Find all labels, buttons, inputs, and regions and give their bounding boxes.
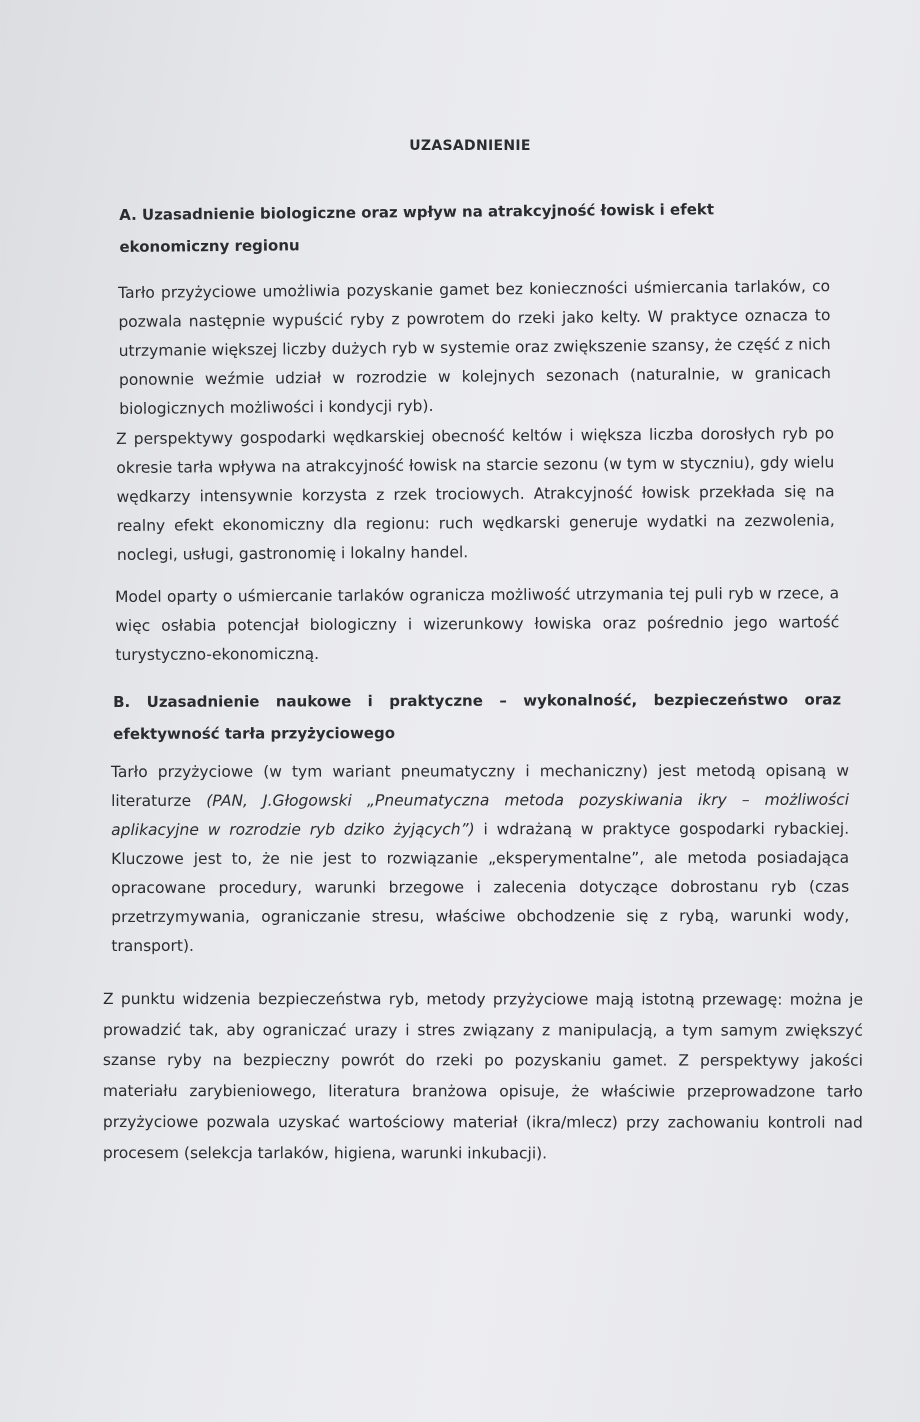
section-b-heading: B. Uzasadnienie naukowe i praktyczne – wykonalność, bezpieczeństwo oraz efektywność tarła przyżyciowego bbox=[113, 690, 842, 743]
section-a-heading: A. Uzasadnienie biologiczne oraz wpływ na atrakcyjność łowisk i efekt ekonomiczny regionu bbox=[119, 200, 715, 256]
section-b-paragraph-2: Z punktu widzenia bezpieczeństwa ryb, metody przyżyciowe mają istotną przewagę: można je prowadzić tak, aby ograniczać urazy i stres związany z manipulacją, a tym samym zwiększyć szanse ryby na bezpieczny powrót do rzeki po pozyskaniu gamet. Z perspektywy jakości materiału zarybieniowego, literatura branżowa opisuje, że właściwie przeprowadzone tarło przyżyciowe pozwala uzyskać wartościowy materiał (ikra/mlecz) przy zachowaniu kontroli nad procesem (selekcja tarlaków, higiena, warunki inkubacji). bbox=[102, 990, 863, 1162]
section-b-paragraph-1 bbox=[111, 757, 849, 961]
section-a-paragraph-3: Model oparty o uśmiercanie tarlaków ogranicza możliwość utrzymania tej puli ryb w rzece, a więc osłabia potencjał biologiczny i wizerunkowy łowiska oraz pośrednio jego wartość turystyczno-ekonomiczną. bbox=[115, 584, 840, 664]
section-b-paragraph-1-text-start: Tarło przyżyciowe (w tym wariant pneumatyczny i mechaniczny) jest metodą opisaną w literaturze bbox=[111, 761, 850, 810]
section-a-paragraph-2: Z perspektywy gospodarki wędkarskiej obecność keltów i większa liczba dorosłych ryb po okresie tarła wpływa na atrakcyjność łowisk na starcie sezonu (w tym w styczniu), gdy wielu wędkarzy intensywnie korzysta z rzek trociowych. Atrakcyjność łowisk przekłada się na realny efekt ekonomiczny dla regionu: ruch wędkarski generuje wydatki na zezwolenia, noclegi, usługi, gastronomię i lokalny handel. bbox=[116, 424, 835, 564]
literature-citation: (PAN, J.Głogowski „Pneumatyczna metoda pozyskiwania ikry – możliwości aplikacyjne w rozrodzie ryb dziko żyjących”) bbox=[111, 790, 850, 839]
section-a-paragraph-1: Tarło przyżyciowe umożliwia pozyskanie gamet bez konieczności uśmiercania tarlaków, co pozwala następnie wypuścić ryby z powrotem do rzeki jako kelty. W praktyce oznacza to utrzymanie większej liczby dużych ryb w systemie oraz zwiększenie szansy, że część z nich ponownie weźmie udział w rozrodzie w kolejnych sezonach (naturalnie, w granicach biologicznych możliwości i kondycji ryb). bbox=[118, 277, 832, 418]
section-b-paragraph-1-text-end: i wdrażaną w praktyce gospodarki rybackiej. Kluczowe jest to, że nie jest to rozwiązanie „eksperymentalne”, ale metoda posiadająca opracowane procedury, warunki brzegowe i zalecenia dotyczące dobrostanu ryb (czas przetrzymywania, ograniczanie stresu, właściwe obchodzenie się z rybą, warunki wody, transport). bbox=[111, 819, 850, 955]
document-title: UZASADNIENIE bbox=[409, 138, 531, 154]
